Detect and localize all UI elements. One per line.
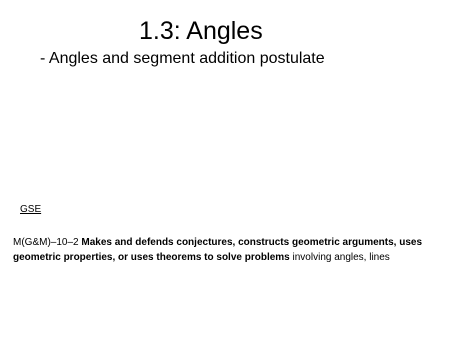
standard-code: M(G&M)–10–2 — [13, 237, 82, 248]
standard-text — [13, 235, 447, 265]
gse-link[interactable]: GSE — [20, 204, 42, 215]
slide-title: 1.3: Angles — [139, 17, 263, 45]
standard-normal-text: involving angles, lines — [289, 252, 390, 263]
standard-bold-text: Makes and defends conjectures, constructs geometric arguments, uses geometric properties, or uses theorems to solve problems — [13, 237, 423, 263]
slide-subtitle: - Angles and segment addition postulate — [40, 50, 325, 67]
